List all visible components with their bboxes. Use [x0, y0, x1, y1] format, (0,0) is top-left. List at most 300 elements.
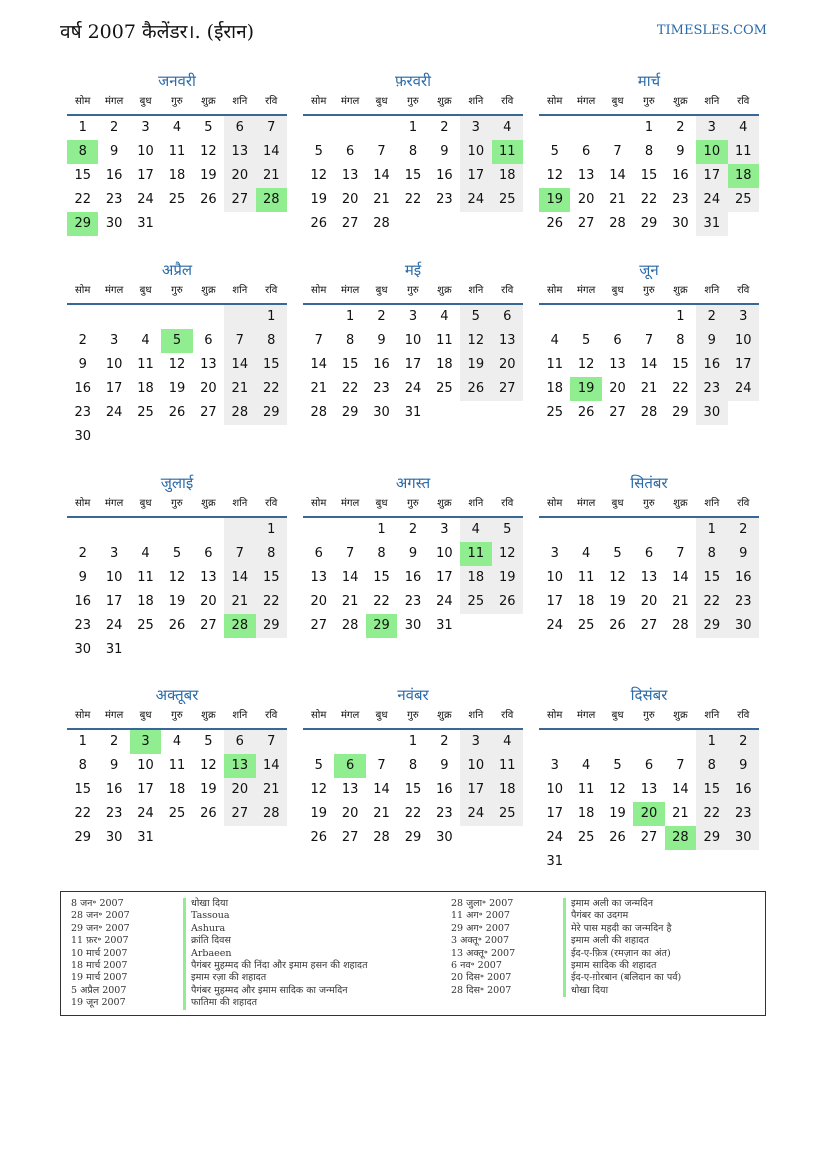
empty-cell — [67, 305, 98, 329]
day-cell: 12 — [460, 329, 491, 353]
holiday-day-cell: 28 — [256, 188, 287, 212]
day-cell: 24 — [105, 405, 123, 420]
day-cell: 12 — [546, 168, 563, 183]
weekday-label: सोम — [547, 96, 563, 107]
day-cell: 8 — [256, 542, 287, 566]
day-cell: 1 — [644, 120, 654, 135]
weekday-label: रवि — [501, 710, 514, 721]
day-cell: 27 — [200, 618, 217, 633]
weekday-label: मंगल — [576, 285, 596, 296]
empty-cell — [570, 518, 601, 542]
day-cell: 2 — [109, 120, 119, 135]
day-cell: 9 — [440, 144, 449, 159]
day-cell: 4 — [141, 333, 150, 348]
day-cell: 9 — [676, 144, 685, 159]
month-calendar — [539, 70, 759, 236]
day-cell: 22 — [256, 377, 287, 401]
day-cell: 2 — [78, 546, 87, 561]
weekday-label: बुध — [375, 96, 388, 107]
day-cell: 30 — [436, 830, 453, 845]
day-cell: 2 — [377, 309, 386, 324]
day-cell: 30 — [74, 429, 91, 444]
day-cell: 11 — [577, 782, 595, 797]
day-cell: 17 — [404, 357, 422, 372]
day-cell: 29 — [404, 830, 422, 845]
day-cell: 25 — [728, 188, 759, 212]
day-cell: 27 — [224, 188, 255, 212]
day-cell: 23 — [373, 381, 390, 396]
day-cell: 20 — [492, 353, 523, 377]
holiday-day-cell: 8 — [67, 140, 98, 164]
day-cell: 16 — [436, 782, 453, 797]
day-cell: 7 — [676, 758, 685, 773]
weekday-label: रवि — [737, 285, 750, 296]
holiday-day-cell: 5 — [161, 329, 192, 353]
day-cell: 5 — [613, 758, 622, 773]
day-cell: 6 — [492, 305, 523, 329]
day-cell: 14 — [310, 357, 327, 372]
weekday-label: बुध — [139, 710, 152, 721]
empty-cell — [334, 730, 365, 754]
day-cell: 3 — [440, 522, 449, 537]
holiday-date: 19 जून 2007 — [71, 997, 126, 1009]
weekday-label: सोम — [311, 285, 327, 296]
day-cell: 25 — [492, 188, 523, 212]
day-cell: 10 — [105, 357, 123, 372]
day-cell: 2 — [728, 730, 759, 754]
day-cell: 2 — [676, 120, 685, 135]
day-cell: 12 — [577, 357, 595, 372]
day-cell: 19 — [168, 381, 186, 396]
day-cell: 14 — [672, 782, 689, 797]
day-cell: 27 — [640, 830, 658, 845]
day-cell: 20 — [341, 192, 359, 207]
day-cell: 6 — [204, 333, 213, 348]
holiday-date: 20 दिस॰ 2007 — [451, 972, 512, 984]
day-cell: 25 — [492, 802, 523, 826]
holiday-name: इमाम अली की शहादत — [563, 935, 649, 947]
day-cell: 15 — [696, 566, 727, 590]
weekday-label: शुक्र — [201, 96, 216, 107]
day-cell: 17 — [137, 168, 154, 183]
day-cell: 12 — [492, 542, 523, 566]
holiday-day-cell: 29 — [366, 614, 397, 638]
weekday-label: गुरु — [643, 285, 655, 296]
holiday-name: Arbaeen — [183, 948, 232, 960]
day-cell: 4 — [728, 116, 759, 140]
day-cell: 6 — [644, 758, 654, 773]
month-calendar — [539, 684, 759, 874]
day-cell: 8 — [408, 144, 418, 159]
weekday-header — [67, 494, 287, 518]
day-cell: 13 — [200, 570, 217, 585]
day-cell: 13 — [577, 168, 595, 183]
holiday-name: ईद-ए-फ़ित्र (रमज़ान का अंत) — [563, 948, 671, 960]
site-link[interactable]: TIMESLES.COM — [656, 23, 767, 38]
empty-cell — [224, 305, 255, 329]
day-cell: 4 — [440, 309, 449, 324]
holiday-day-cell: 19 — [539, 188, 570, 212]
weekday-label: सोम — [75, 96, 91, 107]
weekday-label: गुरु — [171, 285, 183, 296]
day-cell: 2 — [78, 333, 87, 348]
month-name: सितंबर — [630, 474, 668, 492]
day-cell: 23 — [436, 806, 453, 821]
month-name: जुलाई — [160, 474, 194, 492]
day-cell: 12 — [609, 570, 626, 585]
weekday-label: शुक्र — [201, 710, 216, 721]
weekday-header — [303, 92, 523, 116]
empty-cell — [303, 116, 334, 140]
weekday-label: शुक्र — [437, 498, 452, 509]
empty-cell — [602, 730, 633, 754]
day-cell: 28 — [672, 618, 689, 633]
holiday-name: पैगंबर मुहम्मद की निंदा और इमाम हसन की शहादत — [183, 960, 368, 972]
holiday-column-left — [71, 898, 368, 1010]
month-calendar — [67, 472, 287, 662]
day-cell: 22 — [404, 192, 422, 207]
day-cell: 24 — [137, 806, 154, 821]
day-cell: 20 — [224, 778, 255, 802]
day-cell: 7 — [377, 758, 386, 773]
weekday-label: शनि — [704, 285, 720, 296]
day-cell: 5 — [550, 144, 559, 159]
day-grid — [303, 518, 523, 638]
day-cell: 18 — [168, 782, 186, 797]
day-cell: 2 — [728, 518, 759, 542]
holiday-column-right — [451, 898, 681, 997]
weekday-label: शनि — [704, 96, 720, 107]
day-cell: 9 — [408, 546, 418, 561]
holiday-row — [71, 910, 368, 922]
empty-cell — [98, 305, 129, 329]
empty-cell — [602, 116, 633, 140]
day-cell: 23 — [105, 192, 123, 207]
day-cell: 3 — [550, 546, 559, 561]
holiday-list — [60, 891, 766, 1016]
day-cell: 13 — [640, 782, 658, 797]
day-cell: 26 — [492, 590, 523, 614]
day-cell: 9 — [728, 542, 759, 566]
day-cell: 7 — [256, 730, 287, 754]
day-cell: 6 — [345, 144, 355, 159]
day-cell: 20 — [310, 594, 327, 609]
day-cell: 23 — [672, 192, 689, 207]
weekday-header — [539, 494, 759, 518]
day-cell: 14 — [609, 168, 626, 183]
weekday-label: शुक्र — [201, 498, 216, 509]
day-cell: 13 — [200, 357, 217, 372]
weekday-label: मंगल — [104, 285, 124, 296]
day-cell: 24 — [105, 618, 123, 633]
day-cell: 24 — [728, 377, 759, 401]
day-cell: 3 — [728, 305, 759, 329]
month-calendar — [303, 684, 523, 850]
empty-cell — [366, 116, 397, 140]
day-cell: 13 — [341, 782, 359, 797]
empty-cell — [224, 518, 255, 542]
holiday-day-cell: 28 — [665, 826, 696, 850]
empty-cell — [193, 305, 224, 329]
weekday-label: सोम — [547, 710, 563, 721]
day-cell: 8 — [345, 333, 355, 348]
empty-cell — [98, 518, 129, 542]
day-cell: 5 — [492, 518, 523, 542]
day-cell: 29 — [696, 614, 727, 638]
day-cell: 1 — [78, 734, 87, 749]
day-cell: 4 — [172, 734, 182, 749]
holiday-row — [71, 997, 368, 1009]
holiday-name: मेरे पास महदी का जन्मदिन है — [563, 923, 672, 935]
month-name: मई — [404, 261, 422, 279]
day-cell: 29 — [672, 405, 689, 420]
weekday-label: शुक्र — [437, 96, 452, 107]
holiday-date: 11 अग॰ 2007 — [451, 910, 510, 922]
day-cell: 17 — [436, 570, 453, 585]
day-cell: 15 — [404, 168, 422, 183]
day-cell: 16 — [436, 168, 453, 183]
day-cell: 27 — [577, 216, 595, 231]
weekday-label: गुरु — [407, 710, 419, 721]
day-cell: 12 — [200, 144, 217, 159]
day-cell: 16 — [728, 778, 759, 802]
day-cell: 4 — [550, 333, 559, 348]
day-cell: 19 — [200, 782, 217, 797]
empty-cell — [570, 116, 601, 140]
weekday-label: गुरु — [171, 96, 183, 107]
day-cell: 20 — [577, 192, 595, 207]
day-cell: 16 — [74, 594, 91, 609]
day-cell: 21 — [256, 778, 287, 802]
month-calendar — [539, 472, 759, 638]
day-cell: 14 — [341, 570, 359, 585]
holiday-day-cell: 29 — [67, 212, 98, 236]
holiday-row — [71, 960, 368, 972]
day-cell: 17 — [728, 353, 759, 377]
day-cell: 18 — [577, 806, 595, 821]
day-cell: 25 — [137, 618, 154, 633]
day-cell: 31 — [696, 212, 727, 236]
day-cell: 9 — [377, 333, 386, 348]
day-cell: 31 — [105, 642, 123, 657]
holiday-date: 13 अक्तू॰ 2007 — [451, 947, 516, 959]
weekday-label: गुरु — [643, 710, 655, 721]
weekday-label: शुक्र — [437, 285, 452, 296]
month-calendar — [67, 70, 287, 236]
day-cell: 20 — [200, 381, 217, 396]
day-cell: 20 — [640, 594, 658, 609]
day-cell: 9 — [78, 357, 87, 372]
day-grid — [67, 116, 287, 236]
day-cell: 31 — [546, 854, 563, 869]
weekday-label: शनि — [468, 498, 484, 509]
empty-cell — [665, 730, 696, 754]
day-cell: 21 — [256, 164, 287, 188]
day-cell: 28 — [373, 830, 390, 845]
holiday-row — [71, 935, 368, 947]
day-cell: 10 — [404, 333, 422, 348]
weekday-label: बुध — [375, 498, 388, 509]
day-cell: 16 — [672, 168, 689, 183]
day-cell: 20 — [609, 381, 626, 396]
day-cell: 6 — [314, 546, 323, 561]
day-cell: 5 — [581, 333, 591, 348]
holiday-date: 28 दिस॰ 2007 — [451, 984, 512, 996]
weekday-label: मंगल — [340, 710, 360, 721]
day-cell: 13 — [640, 570, 658, 585]
day-cell: 30 — [373, 405, 390, 420]
day-grid — [539, 305, 759, 425]
day-cell: 5 — [314, 144, 323, 159]
day-cell: 4 — [460, 518, 491, 542]
holiday-row — [71, 898, 368, 910]
day-cell: 9 — [78, 570, 87, 585]
weekday-label: रवि — [265, 285, 278, 296]
empty-cell — [633, 305, 664, 329]
day-cell: 23 — [728, 802, 759, 826]
day-cell: 19 — [168, 594, 186, 609]
day-cell: 27 — [609, 405, 626, 420]
day-cell: 1 — [256, 518, 287, 542]
day-grid — [539, 518, 759, 638]
day-cell: 22 — [696, 802, 727, 826]
day-grid — [303, 305, 523, 425]
day-cell: 21 — [373, 806, 390, 821]
day-grid — [67, 518, 287, 662]
month-name: फ़रवरी — [394, 72, 432, 90]
holiday-name: इमाम रज़ा की शहादत — [183, 972, 266, 984]
day-cell: 25 — [577, 618, 595, 633]
holiday-row — [451, 898, 681, 910]
holiday-name: धोखा दिया — [183, 898, 228, 910]
weekday-label: शनि — [468, 96, 484, 107]
holiday-row — [451, 935, 681, 947]
day-cell: 24 — [460, 188, 491, 212]
day-cell: 12 — [168, 357, 186, 372]
day-cell: 13 — [609, 357, 626, 372]
empty-cell — [130, 305, 161, 329]
day-cell: 21 — [640, 381, 658, 396]
day-cell: 23 — [74, 405, 91, 420]
day-cell: 18 — [492, 164, 523, 188]
weekday-label: रवि — [265, 498, 278, 509]
weekday-label: सोम — [311, 710, 327, 721]
day-cell: 9 — [728, 754, 759, 778]
day-cell: 27 — [341, 830, 359, 845]
empty-cell — [130, 518, 161, 542]
weekday-header — [67, 92, 287, 116]
day-cell: 11 — [728, 140, 759, 164]
day-cell: 15 — [696, 778, 727, 802]
day-cell: 28 — [373, 216, 390, 231]
empty-cell — [539, 305, 570, 329]
weekday-label: बुध — [139, 285, 152, 296]
weekday-label: गुरु — [171, 498, 183, 509]
weekday-label: गुरु — [407, 498, 419, 509]
holiday-date: 28 जुला॰ 2007 — [451, 898, 514, 909]
day-cell: 6 — [644, 546, 654, 561]
day-cell: 31 — [404, 405, 422, 420]
day-cell: 26 — [546, 216, 563, 231]
day-cell: 11 — [168, 758, 186, 773]
day-cell: 22 — [696, 590, 727, 614]
day-cell: 26 — [609, 830, 626, 845]
weekday-header — [303, 706, 523, 730]
day-cell: 22 — [404, 806, 422, 821]
weekday-label: शुक्र — [673, 96, 688, 107]
day-cell: 19 — [460, 353, 491, 377]
weekday-label: सोम — [75, 285, 91, 296]
day-cell: 23 — [404, 594, 422, 609]
day-cell: 1 — [696, 730, 727, 754]
day-cell: 8 — [78, 758, 87, 773]
day-cell: 3 — [460, 730, 491, 754]
weekday-label: मंगल — [576, 710, 596, 721]
day-cell: 15 — [256, 566, 287, 590]
month-name: नवंबर — [397, 686, 429, 704]
day-cell: 26 — [168, 618, 186, 633]
day-cell: 7 — [256, 116, 287, 140]
day-cell: 23 — [436, 192, 453, 207]
day-cell: 8 — [644, 144, 654, 159]
empty-cell — [539, 116, 570, 140]
empty-cell — [193, 518, 224, 542]
empty-cell — [303, 730, 334, 754]
day-cell: 26 — [609, 618, 626, 633]
day-cell: 1 — [408, 734, 418, 749]
day-cell: 30 — [696, 401, 727, 425]
holiday-name: धोखा दिया — [563, 985, 608, 997]
day-cell: 10 — [436, 546, 453, 561]
day-cell: 7 — [644, 333, 654, 348]
month-name: अगस्त — [395, 474, 431, 492]
day-cell: 15 — [74, 168, 91, 183]
day-cell: 3 — [109, 546, 119, 561]
day-cell: 7 — [676, 546, 685, 561]
day-cell: 4 — [492, 116, 523, 140]
day-cell: 17 — [696, 164, 727, 188]
holiday-date: 6 नव॰ 2007 — [451, 959, 502, 971]
day-cell: 19 — [200, 168, 217, 183]
holiday-row — [451, 910, 681, 922]
day-cell: 4 — [581, 758, 591, 773]
day-cell: 31 — [137, 830, 154, 845]
day-cell: 21 — [672, 806, 689, 821]
weekday-label: रवि — [737, 710, 750, 721]
day-cell: 21 — [224, 377, 255, 401]
empty-cell — [334, 116, 365, 140]
day-cell: 17 — [460, 778, 491, 802]
day-cell: 1 — [377, 522, 386, 537]
day-cell: 30 — [404, 618, 422, 633]
day-cell: 18 — [137, 594, 154, 609]
day-cell: 1 — [256, 305, 287, 329]
day-cell: 15 — [256, 353, 287, 377]
day-cell: 2 — [408, 522, 418, 537]
holiday-day-cell: 28 — [224, 614, 255, 638]
day-cell: 11 — [137, 357, 154, 372]
day-grid — [67, 730, 287, 850]
day-cell: 21 — [609, 192, 626, 207]
day-cell: 26 — [200, 192, 217, 207]
day-cell: 8 — [676, 333, 685, 348]
day-cell: 24 — [460, 802, 491, 826]
weekday-label: बुध — [611, 285, 624, 296]
day-cell: 24 — [546, 618, 563, 633]
holiday-day-cell: 20 — [633, 802, 664, 826]
day-cell: 10 — [137, 144, 154, 159]
day-cell: 21 — [373, 192, 390, 207]
